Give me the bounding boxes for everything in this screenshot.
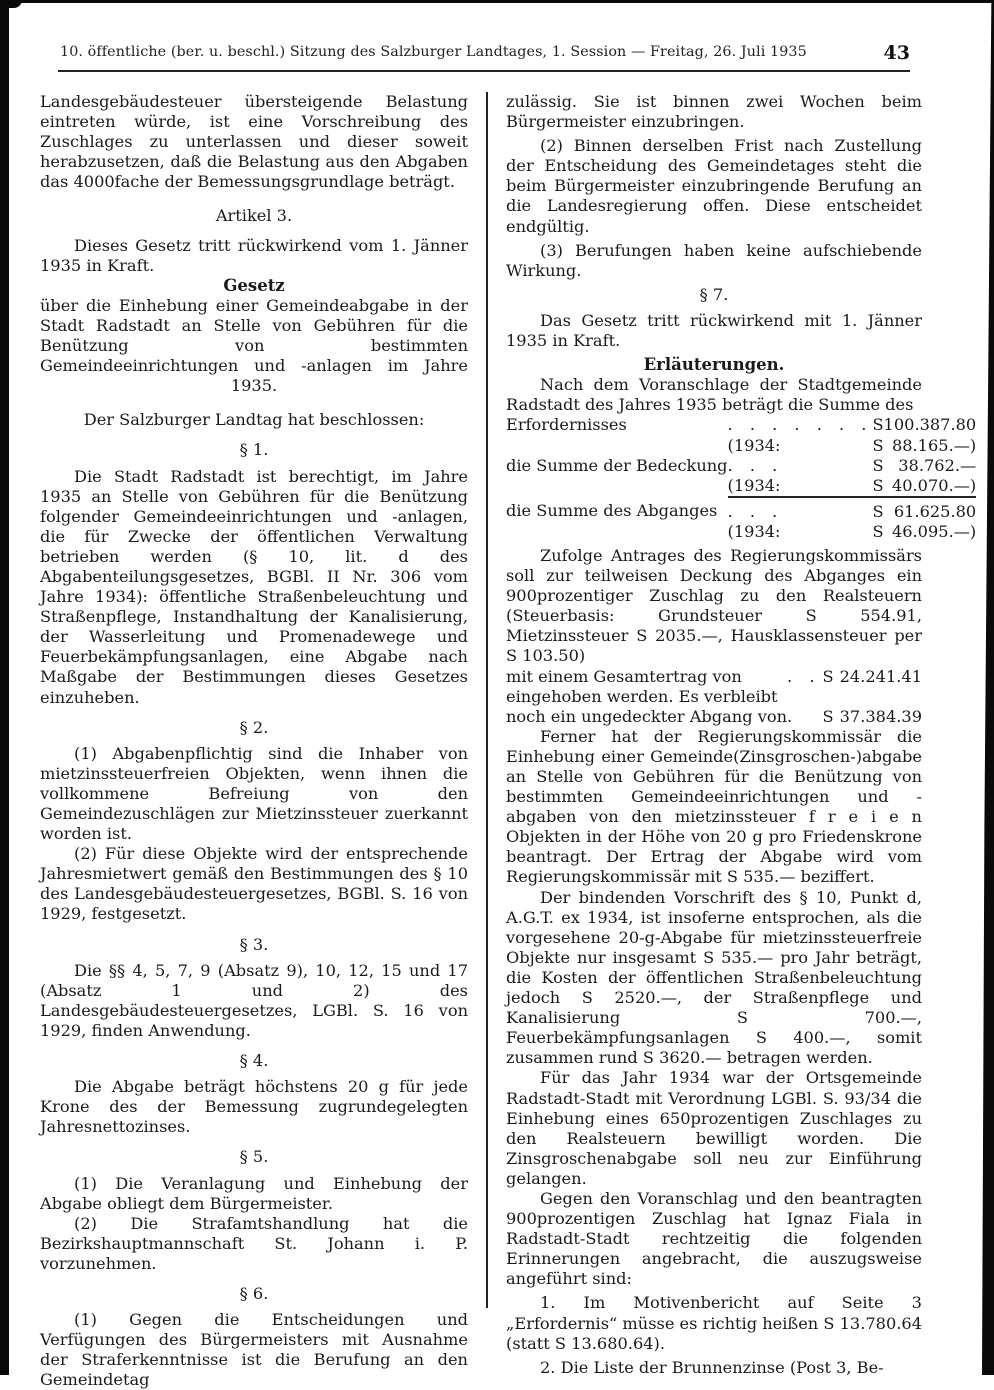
budget-amount: 88.165.—) xyxy=(891,435,977,455)
revenue-remark: eingehoben werden. Es verbleibt xyxy=(506,686,778,706)
article-heading: Artikel 3. xyxy=(215,206,293,226)
right-column xyxy=(506,92,977,1378)
budget-label: die Summe des Abganges xyxy=(506,501,718,521)
paragraph-1934: Für das Jahr 1934 war der Ortsgemeinde Radstadt-Stadt mit Verordnung LGBl. S. 93/34 die Einhebung eines 650prozentigen Zuschlages zu den Realsteuern bewilligt worden. Die Zinsgroschenabgabe soll neu zur Einführung gelangen. xyxy=(506,1068,922,1188)
deficit-amount: 37.384.39 xyxy=(839,706,922,726)
budget-row xyxy=(506,522,976,542)
law-heading: Gesetz xyxy=(223,275,285,295)
section-6-continuation: zulässig. Sie ist binnen zwei Wochen beim Bürgermeister einzubringen. xyxy=(506,92,922,132)
budget-amount: 46.095.—) xyxy=(891,521,977,541)
budget-amount: 40.070.—) xyxy=(884,476,977,497)
section-7-text: Das Gesetz tritt rückwirkend mit 1. Jänner 1935 in Kraft. xyxy=(506,310,922,351)
revenue-row xyxy=(506,707,922,727)
budget-year: (1934: xyxy=(728,476,873,497)
header-title: 10. öffentliche (ber. u. beschl.) Sitzung des Salzburger Landtages, 1. Session — Freitag, 26. Juli 1935 xyxy=(60,44,807,60)
deficit-label: noch ein ungedeckter Abgang von xyxy=(506,706,788,726)
revenue-label: mit einem Gesamtertrag von xyxy=(506,666,742,686)
section-5-para-1: (1) Die Veranlagung und Einhebung der Abgabe obliegt dem Bürgermeister. xyxy=(40,1173,468,1213)
budget-label xyxy=(506,522,728,542)
budget-table xyxy=(506,415,976,542)
leader-dots: . . . . . . . xyxy=(727,415,873,435)
section-heading-5: § 5. xyxy=(239,1147,269,1167)
leader-dots: . . . xyxy=(727,455,784,475)
budget-label: Erfordernisses xyxy=(506,415,627,435)
paragraph-antrag: Zufolge Antrages des Regierungskommissärs soll zur teilweisen Deckung des Abganges ein 900prozentiger Zuschlag zu den Realsteuern (Steuerbasis: Grundsteuer S 554.91, Mietzinssteuer S 2035.—, Hausklassensteuer per S 103.50) xyxy=(506,545,922,666)
budget-amount: 38.762.— xyxy=(898,455,977,475)
column-divider xyxy=(486,92,488,1308)
objection-item-2: 2. Die Liste der Brunnenzinse (Post 3, Be- xyxy=(540,1357,884,1377)
paragraph-vorschrift: Der bindenden Vorschrift des § 10, Punkt d, A.G.T. ex 1934, ist insoferne entsprochen, als die vorgesehene 20-g-Abgabe für mietzinssteuerfreie Objekte nur insgesamt S 535.— pro Jahr beträgt, die Kosten der öffentlichen Straßenbeleuchtung jedoch S 2520.—, der Straßenpflege und Kanalisierung S 700.—, Feuerbekämpfungsanlagen S 400.—, somit zusammen rund S 3620.— betragen werden. xyxy=(506,887,922,1068)
running-header xyxy=(58,44,910,72)
revenue-row xyxy=(506,667,922,687)
budget-currency: S xyxy=(872,435,884,455)
section-2-para-2: (2) Für diese Objekte wird der entsprechende Jahresmietwert gemäß den Bestimmungen des § 10 des Landesgebäudesteuergesetzes, BGBl. S. 16 von 1929, festgesetzt. xyxy=(40,844,468,924)
leader-dots: . . xyxy=(787,666,821,686)
paragraph-ferner: Ferner hat der Regierungskommissär die Einhebung einer Gemeinde(Zinsgroschen-)abgabe an Stelle von Gebühren für die Benützung von bestimmten Gemeindeeinrichtungen und -abgaben von den mietzinssteuer f r e i e n Objekten in der Höhe von 20 g pro Friedenskrone beantragt. Der Ertrag der Abgabe wird vom Regierungskommissär mit S 535.— beziffert. xyxy=(506,726,922,887)
scan-border-right xyxy=(982,0,994,1375)
section-heading-3: § 3. xyxy=(239,934,269,954)
budget-currency: S xyxy=(872,521,884,541)
revenue-amount: 24.241.41 xyxy=(839,666,922,686)
notes-heading: Erläuterungen. xyxy=(643,355,785,375)
section-5-para-2: (2) Die Strafamtshandlung hat die Bezirkshauptmannschaft St. Johann i. P. vorzunehmen. xyxy=(40,1213,468,1273)
revenue-row xyxy=(506,687,922,707)
budget-row xyxy=(506,476,976,497)
budget-currency: S xyxy=(872,455,884,475)
section-6-para-1: (1) Gegen die Entscheidungen und Verfügungen des Bürgermeisters mit Ausnahme der Straferkenntnisse ist die Berufung an den Gemeindetag xyxy=(40,1310,468,1390)
section-heading-4: § 4. xyxy=(239,1051,269,1071)
revenue-currency: S xyxy=(822,666,834,686)
budget-amount: 100.387.80 xyxy=(883,415,977,435)
section-6-para-2: (2) Binnen derselben Frist nach Zustellung der Entscheidung des Gemeindetages steht die beim Bürgermeister einzubringende Berufung an die Landesregierung offen. Diese entscheidet endgültig. xyxy=(506,136,922,236)
paragraph-continuation: Landesgebäudesteuer übersteigende Belastung eintreten würde, ist eine Vorschreibung des Zuschlages zu unterlassen und dieser soweit herabzusetzen, daß die Belastung aus den Abgaben das 4000fache der Bemessungsgrundlage beträgt. xyxy=(40,92,468,192)
budget-label: die Summe der Bedeckung xyxy=(506,455,728,475)
leader-dots: . . . xyxy=(727,501,784,521)
budget-label xyxy=(506,436,728,456)
section-heading-6: § 6. xyxy=(239,1283,269,1303)
budget-row xyxy=(506,436,976,456)
section-heading-1: § 1. xyxy=(239,440,269,460)
budget-row xyxy=(506,497,976,522)
revenue-table xyxy=(506,667,922,727)
budget-year: (1934: xyxy=(727,435,781,455)
budget-label xyxy=(506,476,728,497)
section-2-para-1: (1) Abgabenpflichtig sind die Inhaber von mietzinssteuerfreien Objekten, wenn ihnen die vollkommene Befreiung von den Gemeindezuschlägen zur Mietzinssteuer zuerkannt worden ist. xyxy=(40,743,468,844)
scan-border-top xyxy=(0,0,994,3)
deficit-currency: S xyxy=(822,706,834,726)
scan-border-left xyxy=(0,0,9,1375)
paragraph-gegen: Gegen den Voranschlag und den beantragten 900prozentigen Zuschlag hat Ignaz Fiala in Radstadt-Stadt rechtzeitig die folgenden Erinnerungen angebracht, die auszugsweise angeführt sind: xyxy=(506,1188,922,1289)
scan-corner xyxy=(0,0,22,8)
section-heading-7: § 7. xyxy=(699,284,729,304)
notes-intro: Nach dem Voranschlage der Stadtgemeinde Radstadt des Jahres 1935 beträgt die Summe des xyxy=(506,375,922,415)
left-column xyxy=(40,92,468,1390)
law-subtitle: über die Einhebung einer Gemeindeabgabe in der Stadt Radstadt an Stelle von Gebühren für die Benützung von bestimmten Gemeindeeinrichtungen und -anlagen im Jahre 1935. xyxy=(40,295,468,396)
budget-row xyxy=(506,456,976,476)
section-6-para-3: (3) Berufungen haben keine aufschiebende Wirkung. xyxy=(506,240,922,280)
budget-currency: S xyxy=(872,501,884,521)
budget-year: (1934: xyxy=(727,521,781,541)
section-1-text: Die Stadt Radstadt ist berechtigt, im Jahre 1935 an Stelle von Gebühren für die Benützung folgender Gemeindeeinrichtungen und -anlagen, die für Zwecke der öffentlichen Verwaltung betrieben werden (§ 10, lit. d des Abgabenteilungsgesetzes, BGBl. II Nr. 306 vom Jahre 1934): öffentliche Straßenbeleuchtung und Straßenpflege, Instandhaltung der Kanalisierung, der Wasserleitung und Promenadewege und Feuerbekämpfungsanlagen, eine Abgabe nach Maßgabe der Bestimmungen dieses Gesetzes einzuheben. xyxy=(40,466,468,707)
leader-dots: . xyxy=(787,706,799,726)
budget-currency: S xyxy=(872,476,883,497)
article-text: Dieses Gesetz tritt rückwirkend vom 1. Jänner 1935 in Kraft. xyxy=(40,235,468,275)
budget-row xyxy=(506,415,976,435)
enacting-clause: Der Salzburger Landtag hat beschlossen: xyxy=(83,410,425,430)
budget-amount: 61.625.80 xyxy=(893,501,977,521)
page-number: 43 xyxy=(883,42,910,64)
budget-currency: S xyxy=(872,415,884,435)
objection-item-1: 1. Im Motivenbericht auf Seite 3 „Erfordernis“ müsse es richtig heißen S 13.780.64 (statt S 13.680.64). xyxy=(506,1293,922,1353)
section-4-text: Die Abgabe beträgt höchstens 20 g für jede Krone des der Bemessung zugrundegelegten Jahresnettozinses. xyxy=(40,1077,468,1137)
section-heading-2: § 2. xyxy=(239,717,269,737)
section-3-text: Die §§ 4, 5, 7, 9 (Absatz 9), 10, 12, 15 und 17 (Absatz 1 und 2) des Landesgebäudesteuergesetzes, LGBl. S. 16 von 1929, finden Anwendung. xyxy=(40,960,468,1040)
